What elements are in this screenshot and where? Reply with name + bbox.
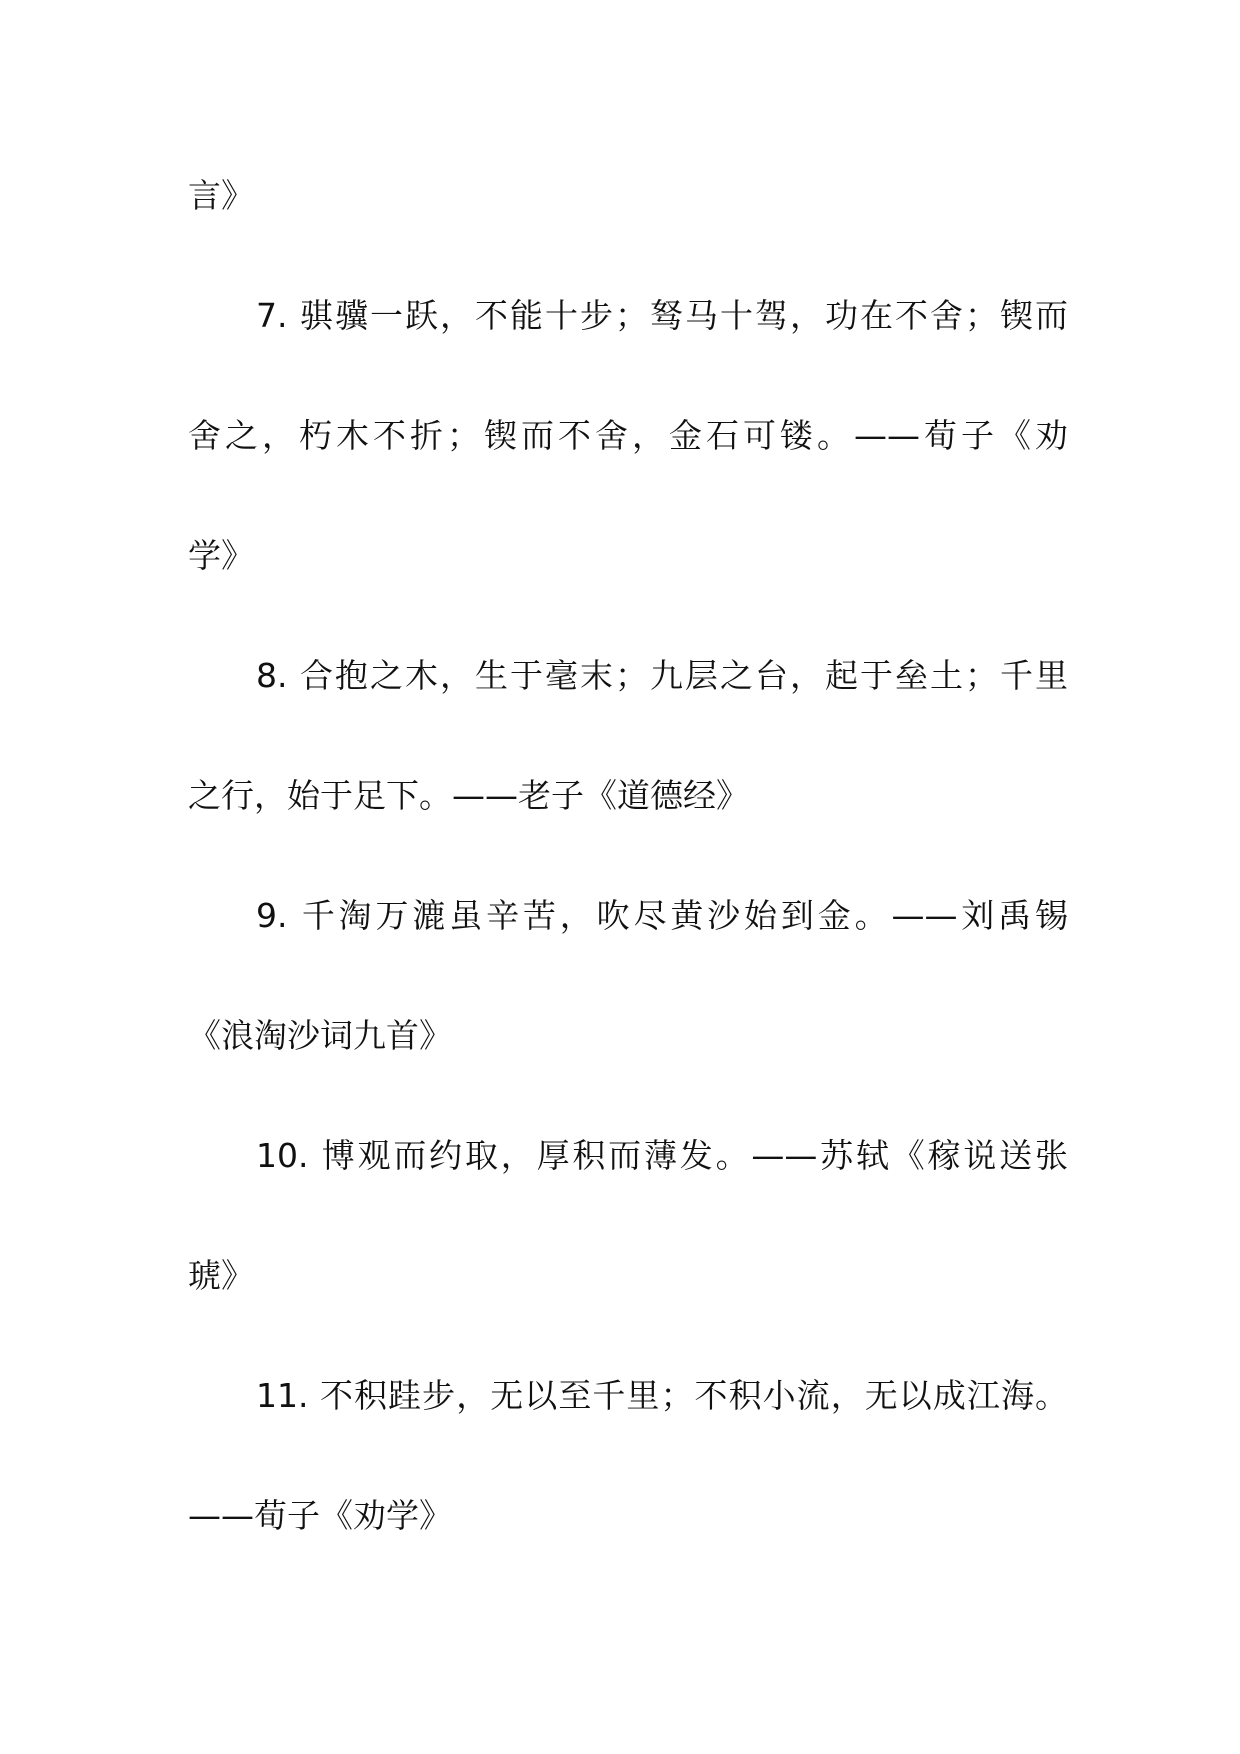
text-line-8: 《浪淘沙词九首》	[188, 1016, 452, 1055]
text-line-5: 8. 合抱之木，生于毫末；九层之台，起于垒土；千里	[256, 656, 1068, 695]
text-line-3: 舍之，朽木不折；锲而不舍，金石可镂。——荀子《劝	[188, 416, 1068, 455]
text-line-11: 11. 不积跬步，无以至千里；不积小流，无以成江海。	[256, 1376, 1068, 1415]
text-line-12: ——荀子《劝学》	[188, 1496, 452, 1535]
text-line-1: 言》	[188, 176, 254, 215]
text-line-2: 7. 骐骥一跃，不能十步；驽马十驾，功在不舍；锲而	[256, 296, 1068, 335]
text-line-10: 琥》	[188, 1256, 254, 1295]
text-line-4: 学》	[188, 536, 254, 575]
text-line-9: 10. 博观而约取，厚积而薄发。——苏轼《稼说送张	[256, 1136, 1068, 1175]
text-line-6: 之行，始于足下。——老子《道德经》	[188, 776, 749, 815]
text-line-7: 9. 千淘万漉虽辛苦，吹尽黄沙始到金。——刘禹锡	[256, 896, 1068, 935]
